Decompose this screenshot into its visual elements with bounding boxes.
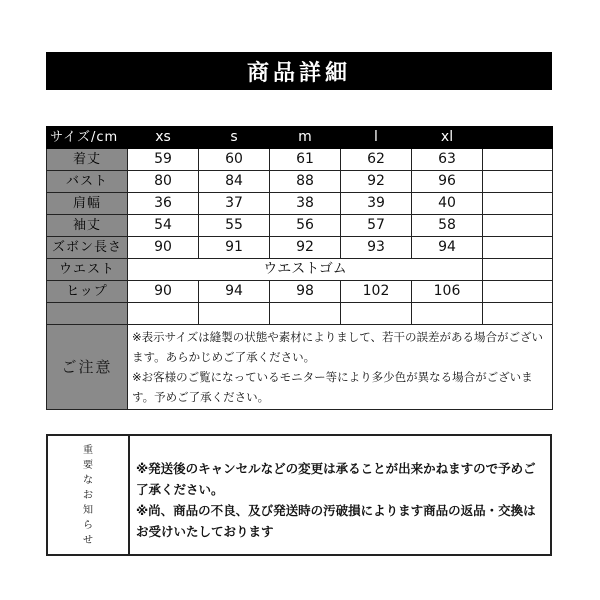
table-row — [47, 171, 553, 193]
size-table — [46, 126, 553, 410]
table-cell: 58 — [412, 215, 483, 237]
size-corner-label: サイズ/cm — [47, 127, 128, 149]
table-cell: 106 — [412, 281, 483, 303]
notice-line: ※尚、商品の不良、及び発送時の汚破損によります商品の返品・交換はお受けいたしております — [136, 503, 536, 539]
row-label: 着丈 — [47, 149, 128, 171]
table-cell: 90 — [128, 281, 199, 303]
table-row-waist — [47, 259, 553, 281]
caution-line: ※表示サイズは縫製の状態や素材によりまして、若干の誤差がある場合がございます。あらかじめご了承ください。 — [132, 330, 543, 364]
table-cell: 88 — [270, 171, 341, 193]
table-row — [47, 149, 553, 171]
table-cell — [483, 303, 553, 325]
important-notice-box — [46, 434, 552, 556]
column-header: l — [341, 127, 412, 149]
table-cell — [483, 237, 553, 259]
table-row — [47, 193, 553, 215]
caution-label: ご注意 — [47, 325, 128, 410]
table-cell — [483, 193, 553, 215]
size-table-header-row — [47, 127, 553, 149]
table-row — [47, 215, 553, 237]
table-cell: 61 — [270, 149, 341, 171]
table-cell: 40 — [412, 193, 483, 215]
table-cell — [412, 303, 483, 325]
table-cell: 94 — [199, 281, 270, 303]
row-label: ヒップ — [47, 281, 128, 303]
table-cell — [483, 215, 553, 237]
table-cell — [128, 303, 199, 325]
table-cell: 102 — [341, 281, 412, 303]
table-cell: 54 — [128, 215, 199, 237]
column-header — [483, 127, 553, 149]
notice-side-label: 重要なお知らせ — [83, 444, 93, 546]
table-cell: 60 — [199, 149, 270, 171]
waist-value: ウエストゴム — [128, 259, 483, 281]
table-cell: 80 — [128, 171, 199, 193]
table-cell: 55 — [199, 215, 270, 237]
table-cell — [483, 149, 553, 171]
column-header: m — [270, 127, 341, 149]
table-cell: 92 — [270, 237, 341, 259]
table-cell: 57 — [341, 215, 412, 237]
notice-side-panel — [48, 436, 130, 554]
column-header: s — [199, 127, 270, 149]
table-cell — [483, 259, 553, 281]
table-cell: 93 — [341, 237, 412, 259]
row-label — [47, 303, 128, 325]
table-cell: 94 — [412, 237, 483, 259]
column-header: xs — [128, 127, 199, 149]
table-cell: 36 — [128, 193, 199, 215]
table-cell: 96 — [412, 171, 483, 193]
caution-row — [47, 325, 553, 410]
row-label: 袖丈 — [47, 215, 128, 237]
table-cell: 63 — [412, 149, 483, 171]
notice-body — [130, 436, 550, 554]
product-details-header — [46, 52, 552, 90]
row-label: バスト — [47, 171, 128, 193]
notice-line: ※発送後のキャンセルなどの変更は承ることが出来かねますので予めご了承ください。 — [136, 461, 536, 497]
table-cell — [483, 171, 553, 193]
table-cell: 59 — [128, 149, 199, 171]
table-cell: 37 — [199, 193, 270, 215]
caution-text — [128, 325, 553, 410]
row-label: 肩幅 — [47, 193, 128, 215]
column-header: xl — [412, 127, 483, 149]
table-cell: 91 — [199, 237, 270, 259]
row-label: ウエスト — [47, 259, 128, 281]
table-cell — [199, 303, 270, 325]
table-cell: 62 — [341, 149, 412, 171]
table-row-hip — [47, 281, 553, 303]
table-cell — [341, 303, 412, 325]
table-cell: 56 — [270, 215, 341, 237]
row-label: ズボン長さ — [47, 237, 128, 259]
table-cell: 98 — [270, 281, 341, 303]
page-title: 商品詳細 — [246, 60, 351, 86]
table-cell: 38 — [270, 193, 341, 215]
table-cell: 90 — [128, 237, 199, 259]
table-row-empty — [47, 303, 553, 325]
table-cell: 84 — [199, 171, 270, 193]
caution-line: ※お客様のご覧になっているモニター等により多少色が異なる場合がございます。予めご了承ください。 — [132, 370, 533, 404]
table-cell: 92 — [341, 171, 412, 193]
table-cell — [270, 303, 341, 325]
table-cell: 39 — [341, 193, 412, 215]
table-cell — [483, 281, 553, 303]
table-row — [47, 237, 553, 259]
